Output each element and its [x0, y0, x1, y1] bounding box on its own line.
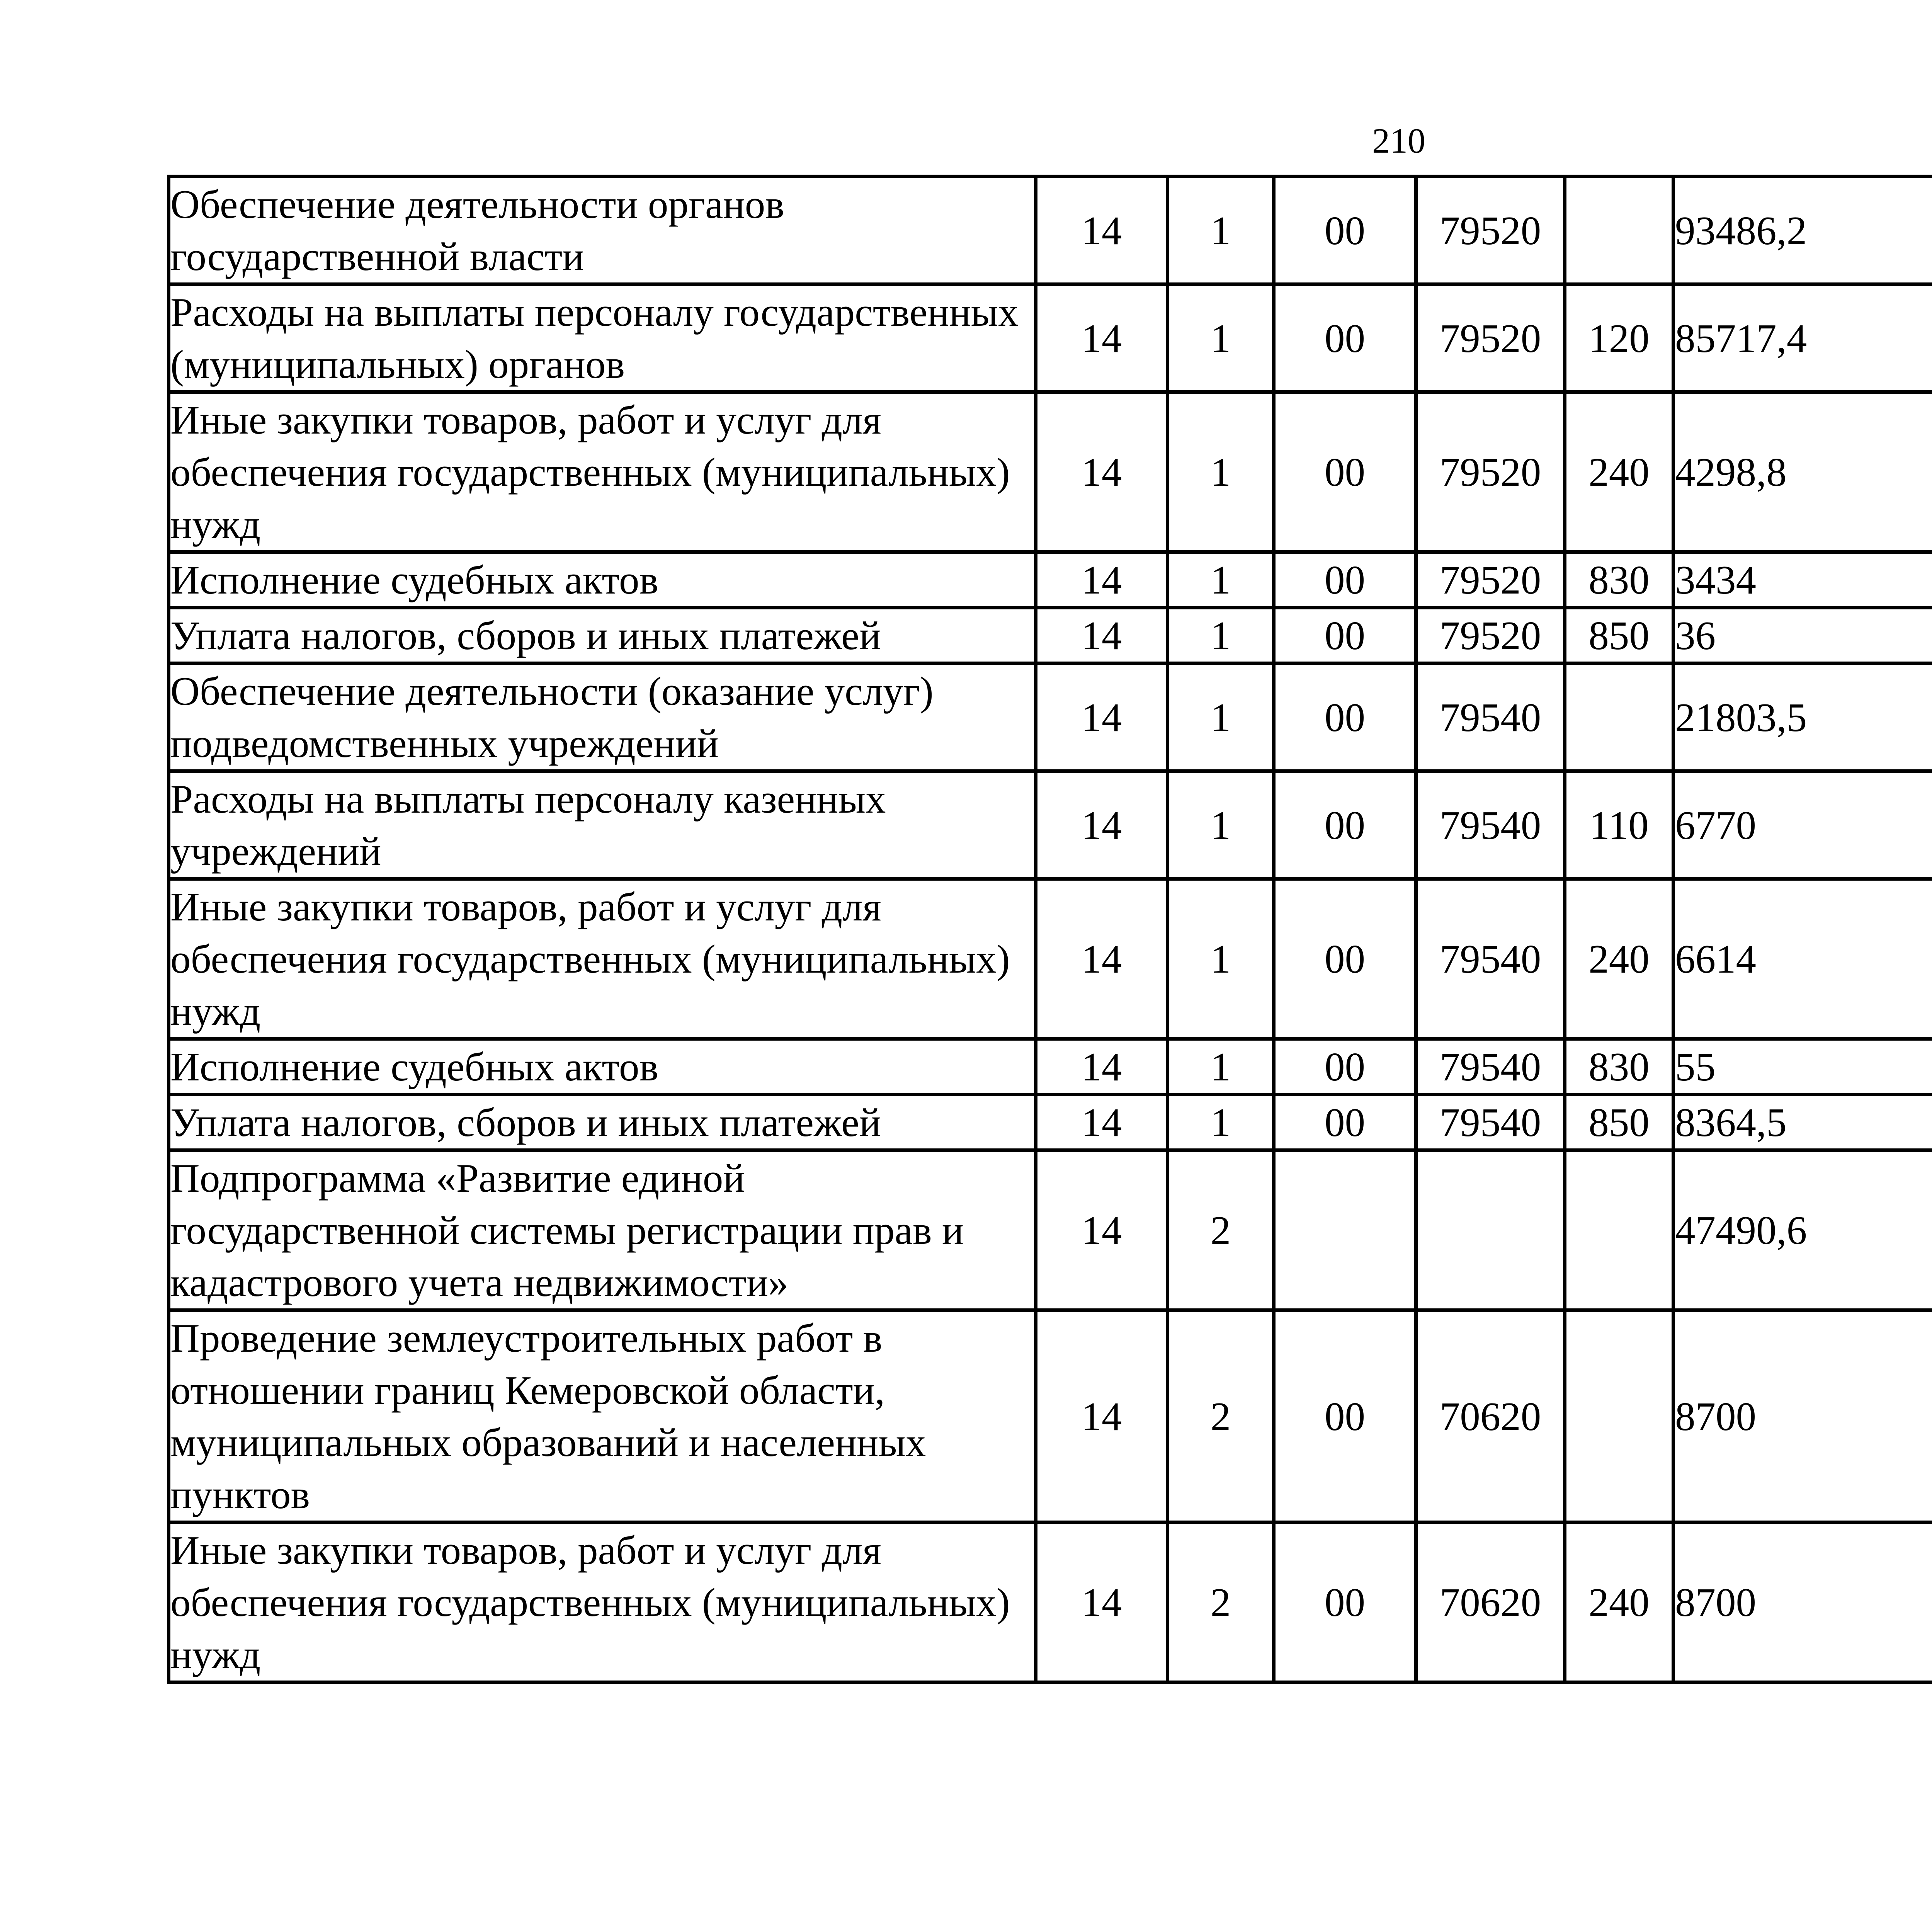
cell-code: 79520 — [1416, 177, 1565, 284]
cell-name: Обеспечение деятельности (оказание услуг) подведомственных учреждений — [169, 663, 1036, 771]
cell-code: 79520 — [1416, 392, 1565, 552]
cell-expense-type: 850 — [1565, 608, 1673, 663]
table-row — [169, 552, 1932, 608]
cell-direction: 00 — [1274, 177, 1416, 284]
cell-name: Проведение землеустроительных работ в отношении границ Кемеровской области, муниципальных образований и населенных пунктов — [169, 1310, 1036, 1522]
cell-amount-1: 47490,6 — [1673, 1150, 1932, 1310]
cell-amount-1: 36 — [1673, 608, 1932, 663]
cell-code: 79540 — [1416, 879, 1565, 1039]
cell-section: 14 — [1036, 1150, 1168, 1310]
cell-amount-1: 55 — [1673, 1039, 1932, 1095]
cell-direction: 00 — [1274, 1039, 1416, 1095]
table-row — [169, 608, 1932, 663]
cell-direction: 00 — [1274, 879, 1416, 1039]
cell-expense-type: 830 — [1565, 1039, 1673, 1095]
cell-name: Уплата налогов, сборов и иных платежей — [169, 608, 1036, 663]
cell-amount-1: 3434 — [1673, 552, 1932, 608]
cell-subprogram: 1 — [1168, 284, 1274, 392]
cell-expense-type: 110 — [1565, 771, 1673, 879]
cell-direction: 00 — [1274, 1310, 1416, 1522]
cell-subprogram: 1 — [1168, 771, 1274, 879]
cell-expense-type — [1565, 177, 1673, 284]
cell-amount-1: 6770 — [1673, 771, 1932, 879]
cell-code: 79540 — [1416, 663, 1565, 771]
cell-expense-type — [1565, 1310, 1673, 1522]
cell-subprogram: 2 — [1168, 1522, 1274, 1682]
cell-section: 14 — [1036, 552, 1168, 608]
cell-amount-1: 93486,2 — [1673, 177, 1932, 284]
cell-code: 70620 — [1416, 1522, 1565, 1682]
cell-name: Обеспечение деятельности органов государственной власти — [169, 177, 1036, 284]
cell-amount-1: 85717,4 — [1673, 284, 1932, 392]
cell-amount-1: 4298,8 — [1673, 392, 1932, 552]
cell-expense-type — [1565, 663, 1673, 771]
cell-subprogram: 1 — [1168, 552, 1274, 608]
cell-amount-1: 8700 — [1673, 1522, 1932, 1682]
table-row — [169, 879, 1932, 1039]
cell-subprogram: 1 — [1168, 1039, 1274, 1095]
budget-table — [167, 175, 1932, 1684]
cell-subprogram: 1 — [1168, 663, 1274, 771]
cell-name: Расходы на выплаты персоналу государственных (муниципальных) органов — [169, 284, 1036, 392]
cell-direction: 00 — [1274, 1095, 1416, 1150]
table-row — [169, 1310, 1932, 1522]
cell-direction: 00 — [1274, 552, 1416, 608]
cell-code: 79540 — [1416, 771, 1565, 879]
table-row — [169, 771, 1932, 879]
cell-expense-type — [1565, 1150, 1673, 1310]
cell-section: 14 — [1036, 1039, 1168, 1095]
table-row — [169, 1039, 1932, 1095]
budget-table-body — [169, 177, 1932, 1682]
cell-amount-1: 8364,5 — [1673, 1095, 1932, 1150]
cell-expense-type: 850 — [1565, 1095, 1673, 1150]
cell-name: Иные закупки товаров, работ и услуг для обеспечения государственных (муниципальных) нужд — [169, 879, 1036, 1039]
table-row — [169, 1150, 1932, 1310]
cell-code: 79540 — [1416, 1039, 1565, 1095]
cell-name: Иные закупки товаров, работ и услуг для обеспечения государственных (муниципальных) нужд — [169, 392, 1036, 552]
table-row — [169, 663, 1932, 771]
cell-expense-type: 830 — [1565, 552, 1673, 608]
cell-section: 14 — [1036, 1522, 1168, 1682]
cell-name: Исполнение судебных актов — [169, 1039, 1036, 1095]
cell-code: 70620 — [1416, 1310, 1565, 1522]
cell-direction: 00 — [1274, 1522, 1416, 1682]
cell-section: 14 — [1036, 392, 1168, 552]
cell-name: Расходы на выплаты персоналу казенных учреждений — [169, 771, 1036, 879]
cell-subprogram: 1 — [1168, 177, 1274, 284]
cell-amount-1: 8700 — [1673, 1310, 1932, 1522]
cell-name: Иные закупки товаров, работ и услуг для обеспечения государственных (муниципальных) нужд — [169, 1522, 1036, 1682]
cell-section: 14 — [1036, 771, 1168, 879]
cell-expense-type: 120 — [1565, 284, 1673, 392]
page-number: 210 — [1372, 121, 1425, 160]
cell-code — [1416, 1150, 1565, 1310]
cell-direction: 00 — [1274, 771, 1416, 879]
cell-section: 14 — [1036, 608, 1168, 663]
cell-subprogram: 2 — [1168, 1150, 1274, 1310]
cell-section: 14 — [1036, 1095, 1168, 1150]
cell-section: 14 — [1036, 1310, 1168, 1522]
cell-amount-1: 21803,5 — [1673, 663, 1932, 771]
table-row — [169, 1522, 1932, 1682]
table-row — [169, 177, 1932, 284]
cell-expense-type: 240 — [1565, 392, 1673, 552]
cell-direction — [1274, 1150, 1416, 1310]
cell-section: 14 — [1036, 663, 1168, 771]
cell-name: Уплата налогов, сборов и иных платежей — [169, 1095, 1036, 1150]
cell-amount-1: 6614 — [1673, 879, 1932, 1039]
cell-direction: 00 — [1274, 663, 1416, 771]
cell-code: 79540 — [1416, 1095, 1565, 1150]
cell-code: 79520 — [1416, 552, 1565, 608]
table-row — [169, 1095, 1932, 1150]
cell-section: 14 — [1036, 284, 1168, 392]
cell-subprogram: 1 — [1168, 1095, 1274, 1150]
cell-code: 79520 — [1416, 608, 1565, 663]
cell-direction: 00 — [1274, 284, 1416, 392]
table-row — [169, 284, 1932, 392]
cell-name: Подпрограмма «Развитие единой государственной системы регистрации прав и кадастрового учета недвижимости» — [169, 1150, 1036, 1310]
cell-subprogram: 1 — [1168, 608, 1274, 663]
cell-subprogram: 1 — [1168, 392, 1274, 552]
cell-expense-type: 240 — [1565, 1522, 1673, 1682]
cell-section: 14 — [1036, 177, 1168, 284]
cell-expense-type: 240 — [1565, 879, 1673, 1039]
cell-direction: 00 — [1274, 392, 1416, 552]
cell-code: 79520 — [1416, 284, 1565, 392]
cell-subprogram: 2 — [1168, 1310, 1274, 1522]
cell-name: Исполнение судебных актов — [169, 552, 1036, 608]
table-row — [169, 392, 1932, 552]
cell-direction: 00 — [1274, 608, 1416, 663]
cell-subprogram: 1 — [1168, 879, 1274, 1039]
cell-section: 14 — [1036, 879, 1168, 1039]
